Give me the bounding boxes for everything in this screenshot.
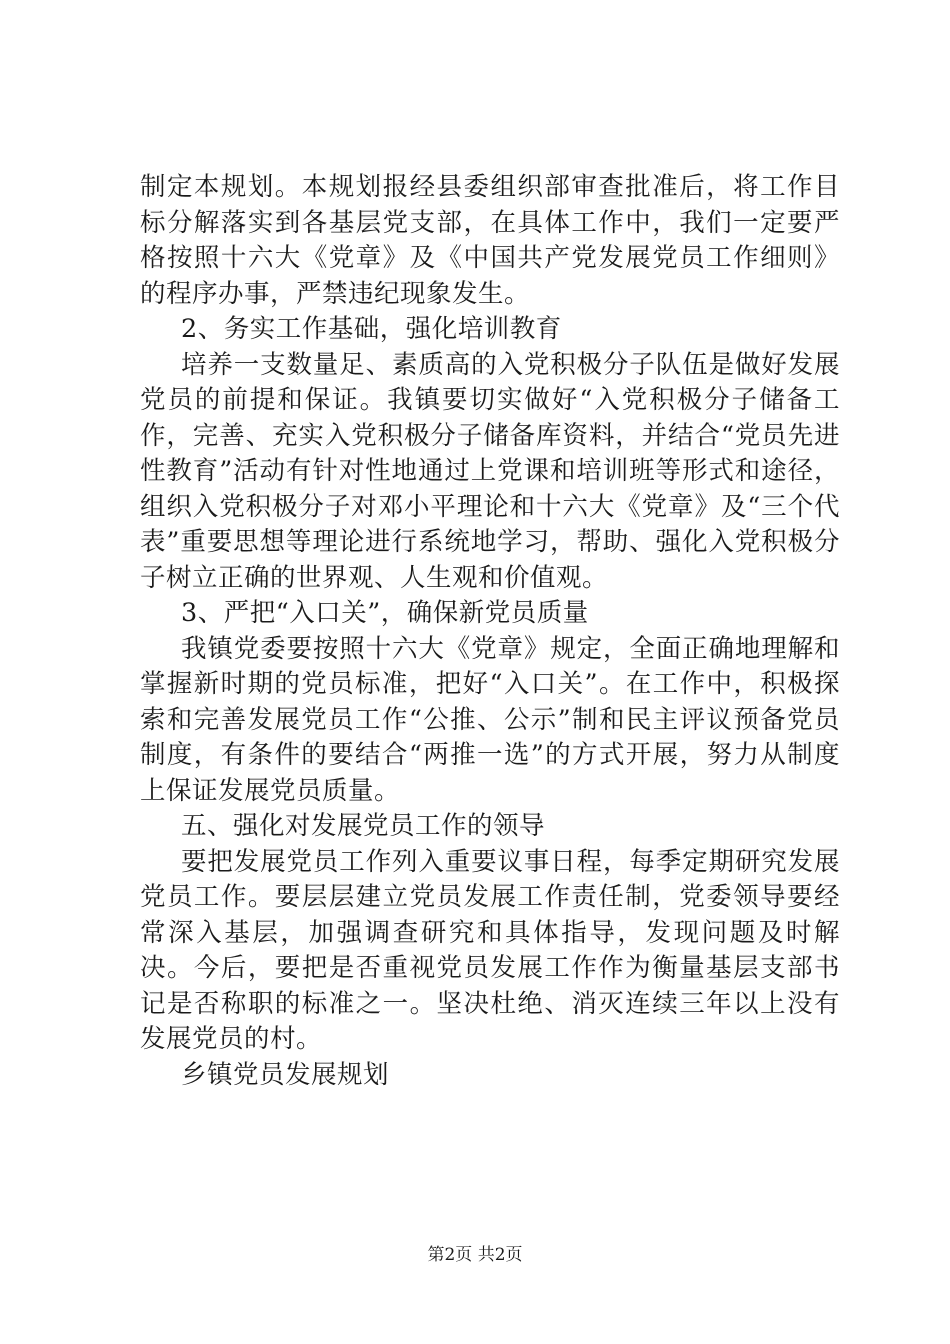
- document-closing-title: 乡镇党员发展规划: [181, 1059, 390, 1090]
- document-body: [140, 170, 840, 1093]
- page-number-footer: 第2页 共2页: [427, 1245, 523, 1265]
- section-heading-5: 五、强化对发展党员工作的领导: [181, 811, 546, 841]
- section-heading-2: 2、务实工作基础，强化培训教育: [181, 314, 562, 344]
- section-heading-3: 3、严把“入口关”，确保新党员质量: [181, 598, 589, 628]
- paragraph-training: 培养一支数量足、素质高的入党积极分子队伍是做好发展党员的前提和保证。我镇要切实做好“入党积极分子储备工作，完善、充实入党积极分子储备库资料，并结合“党员先进性教育”活动有针对性地通过上党课和培训班等形式和途径，组织入党积极分子对邓小平理论和十六大《党章》及“三个代表”重要思想等理论进行系统地学习，帮助、强化入党积极分子树立正确的世界观、人生观和价值观。: [140, 349, 840, 593]
- paragraph-intro: 制定本规划。本规划报经县委组织部审查批准后，将工作目标分解落实到各基层党支部，在具体工作中，我们一定要严格按照十六大《党章》及《中国共产党发展党员工作细则》的程序办事，严禁违纪现象发生。: [140, 172, 840, 309]
- paragraph-leadership: 要把发展党员工作列入重要议事日程，每季定期研究发展党员工作。要层层建立党员发展工作责任制，党委领导要经常深入基层，加强调查研究和具体指导，发现问题及时解决。今后，要把是否重视党员发展工作作为衡量基层支部书记是否称职的标准之一。坚决杜绝、消灭连续三年以上没有发展党员的村。: [140, 846, 840, 1054]
- paragraph-quality: 我镇党委要按照十六大《党章》规定，全面正确地理解和掌握新时期的党员标准，把好“入口关”。在工作中，积极探索和完善发展党员工作“公推、公示”制和民主评议预备党员制度，有条件的要结合“两推一选”的方式开展，努力从制度上保证发展党员质量。: [140, 633, 840, 806]
